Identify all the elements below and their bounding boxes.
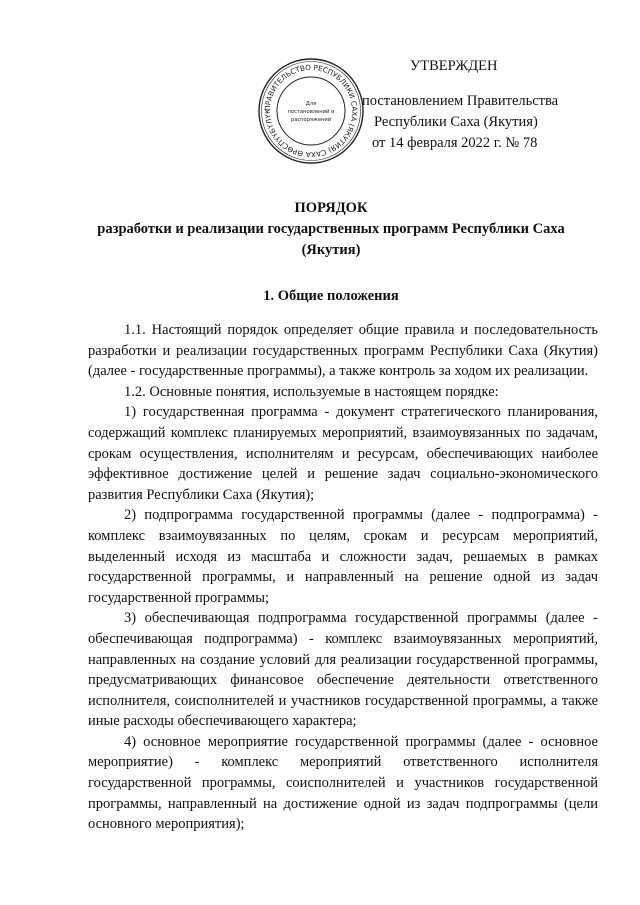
- svg-text:ПРАВИТЕЛЬСТВО РЕСПУБЛИКИ САХА: [256, 56, 359, 159]
- seal-outer-text: ПРАВИТЕЛЬСТВО РЕСПУБЛИКИ САХА (ЯКУТИЯ) САХА ӨРӨСПҮҮБҮЛҮК: [262, 62, 360, 160]
- approval-line-decree: постановлением Правительства: [362, 93, 559, 109]
- document-subtitle: разработки и реализации государственных программ Республики Саха (Якутия): [97, 221, 565, 258]
- paragraph-1-1: 1.1. Настоящий порядок определяет общие правила и последовательность разработки и реализации государственных программ Республики Саха (Якутия) (далее - государственные программы), а также контроль за ходом их реализации.: [88, 322, 598, 380]
- seal-center-line2: постановлений и: [287, 109, 335, 115]
- definition-item-1: 1) государственная программа - документ стратегического планирования, содержащий комплекс планируемых мероприятий, взаимоувязанных по задачам, срокам осуществления, исполнителям и ресурсам, обеспечивающих наиболее эффективное достижение целей и решение задач социально-экономического развития Республики Саха (Якутия);: [88, 404, 598, 503]
- document-body: [88, 320, 598, 835]
- definition-item-4: 4) основное мероприятие государственной программы (далее - основное мероприятие) - комплекс мероприятий ответственного исполнителя государственной программы, соисполнителей и участников государственной программы, направленный на достижение одной из задач подпрограммы (цели основного мероприятия);: [88, 733, 598, 833]
- approval-line-republic: Республики Саха (Якутия): [374, 114, 538, 130]
- document-title: ПОРЯДОК: [294, 200, 368, 216]
- approval-heading: УТВЕРЖДЕН: [410, 58, 498, 74]
- document-title-block: [96, 198, 566, 261]
- section-heading: 1. Общие положения: [263, 288, 399, 304]
- paragraph-1-2: 1.2. Основные понятия, используемые в настоящем порядке:: [124, 383, 499, 400]
- definition-item-2: 2) подпрограмма государственной программы (далее - подпрограмма) - комплекс взаимоувязанных по целям, срокам и ресурсам мероприятий, выделенный исходя из масштаба и сложности задач, решаемых в рамках государственной программы, и направленный на решение одной из задач государственной программы;: [88, 507, 598, 606]
- seal-center-line3: распоряжений: [290, 117, 332, 123]
- seal-center-line1: Для: [305, 101, 317, 107]
- approval-line-date: от 14 февраля 2022 г. № 78: [372, 135, 538, 151]
- approval-block: [360, 56, 590, 154]
- seal-icon: [256, 56, 366, 166]
- definition-item-3: 3) обеспечивающая подпрограмма государственной программы (далее - обеспечивающая подпрограмма) - комплекс взаимоувязанных мероприятий, направленных на создание условий для реализации государственной программы, предусматривающих финансовое обеспечение деятельности ответственного исполнителя, соисполнителей и участников государственной программы, а также иные расходы обеспечивающего характера;: [88, 610, 598, 730]
- official-seal: [256, 56, 366, 166]
